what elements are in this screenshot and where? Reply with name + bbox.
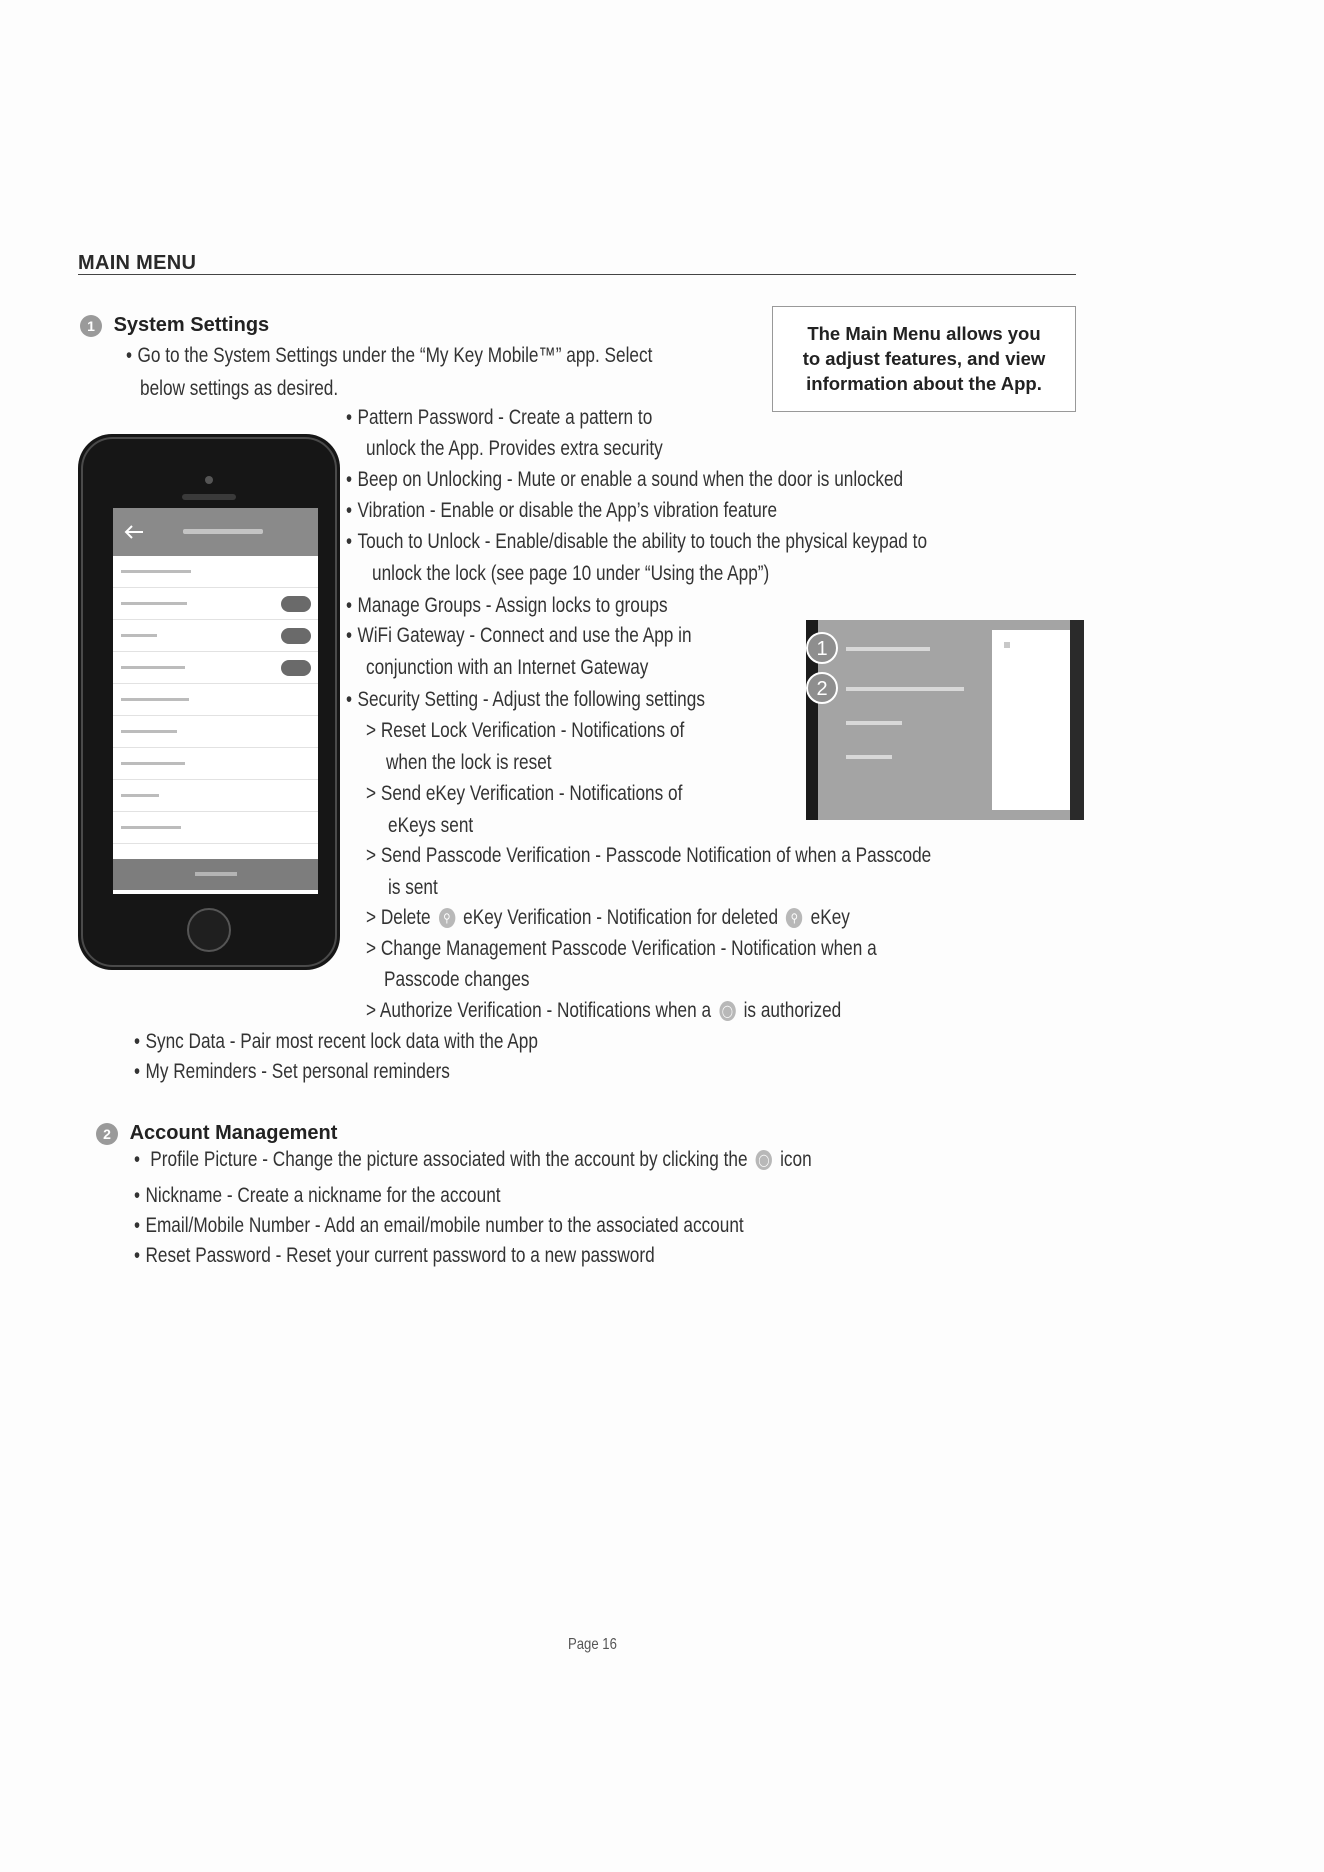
account-management-title: Account Management [129,1122,338,1144]
toggle-switch [281,596,311,612]
phone-row-beep[interactable] [113,588,318,620]
phone-header-title-placeholder [183,529,263,534]
phone-row-wifi[interactable] [113,716,318,748]
phone-camera [205,476,213,484]
sign-out-button[interactable] [113,859,318,890]
security-change-1: > Change Management Passcode Verification - Notification when a [366,937,877,960]
menu-preview-line [846,647,930,651]
item-wifi-2: conjunction with an Internet Gateway [366,656,649,679]
phone-row-manage-groups[interactable] [113,684,318,716]
back-arrow-icon[interactable] [123,524,145,540]
phone-row-pattern-password[interactable] [113,556,318,588]
phone-row-touch-unlock[interactable] [113,652,318,684]
phone-app-header [113,508,318,556]
phone-screen [113,508,318,894]
menu-preview [806,620,1084,820]
security-reset-2: when the lock is reset [386,751,552,774]
lock-icon: ◯ [719,1001,735,1021]
security-delete: > Delete ⚲ eKey Verification - Notification for deleted ⚲ eKey [366,906,850,929]
phone-speaker [182,494,236,500]
item-my-reminders: • My Reminders - Set personal reminders [134,1056,450,1087]
item-pattern-password-1: • Pattern Password - Create a pattern to [346,402,652,433]
item-reset-password: • Reset Password - Reset your current password to a new password [134,1240,655,1271]
callout-line-1: The Main Menu allows you [807,323,1041,344]
item-wifi-1: • WiFi Gateway - Connect and use the App in [346,620,692,651]
item-touch-unlock-2: unlock the lock (see page 10 under “Using the App”) [372,562,770,585]
security-change-2: Passcode changes [384,968,530,991]
callout-box [772,306,1076,412]
page-number: Page 16 [568,1636,617,1653]
intro-line-2: below settings as desired. [140,377,339,400]
item-touch-unlock-1: • Touch to Unlock - Enable/disable the ability to touch the physical keypad to [346,526,927,557]
item-manage-groups: • Manage Groups - Assign locks to groups [346,590,668,621]
security-send-passcode-1: > Send Passcode Verification - Passcode Notification of when a Passcode [366,844,932,867]
toggle-switch [281,628,311,644]
ekey-icon: ⚲ [439,908,455,928]
menu-preview-badge-2: 2 [816,678,828,700]
number-badge-2: 2 [96,1123,118,1145]
item-security-setting: • Security Setting - Adjust the following settings [346,684,705,715]
phone-row-vibration[interactable] [113,620,318,652]
callout-line-2: to adjust features, and view [802,348,1046,369]
callout-line-3: information about the App. [806,373,1042,394]
item-profile-picture: • Profile Picture - Change the picture associated with the account by clicking the ◯ icon [134,1144,812,1175]
system-settings-title: System Settings [113,314,270,336]
menu-preview-dot [1004,642,1010,648]
menu-preview-line [846,687,964,691]
profile-icon: ◯ [756,1150,772,1170]
item-vibration: • Vibration - Enable or disable the App’s vibration feature [346,495,777,526]
phone-row-reminders[interactable] [113,812,318,844]
item-sync-data: • Sync Data - Pair most recent lock data with the App [134,1026,538,1057]
section-title: MAIN MENU [78,252,197,274]
toggle-switch [281,660,311,676]
number-badge-1: 1 [80,315,102,337]
menu-preview-page [992,630,1070,810]
item-pattern-password-2: unlock the App. Provides extra security [366,437,663,460]
account-management-heading [96,1122,337,1145]
security-authorize: > Authorize Verification - Notifications when a ◯ is authorized [366,999,842,1022]
phone-home-button [188,909,230,951]
menu-preview-right-edge [1070,620,1084,820]
phone-row-sync[interactable] [113,780,318,812]
security-reset-1: > Reset Lock Verification - Notifications of [366,719,685,742]
intro-line-1: • Go to the System Settings under the “My Key Mobile™” app. Select [126,340,652,371]
security-send-passcode-2: is sent [388,876,438,899]
item-beep: • Beep on Unlocking - Mute or enable a sound when the door is unlocked [346,464,903,495]
menu-preview-badge-1: 1 [816,638,828,660]
menu-preview-line [846,755,892,759]
section-divider [78,274,1076,275]
security-send-ekey-1: > Send eKey Verification - Notifications of [366,782,683,805]
item-nickname: • Nickname - Create a nickname for the account [134,1180,501,1211]
menu-preview-line [846,721,902,725]
ekey-icon: ⚲ [786,908,802,928]
phone-row-security[interactable] [113,748,318,780]
system-settings-heading [80,314,269,337]
security-send-ekey-2: eKeys sent [388,814,474,837]
item-email-mobile: • Email/Mobile Number - Add an email/mobile number to the associated account [134,1210,744,1241]
